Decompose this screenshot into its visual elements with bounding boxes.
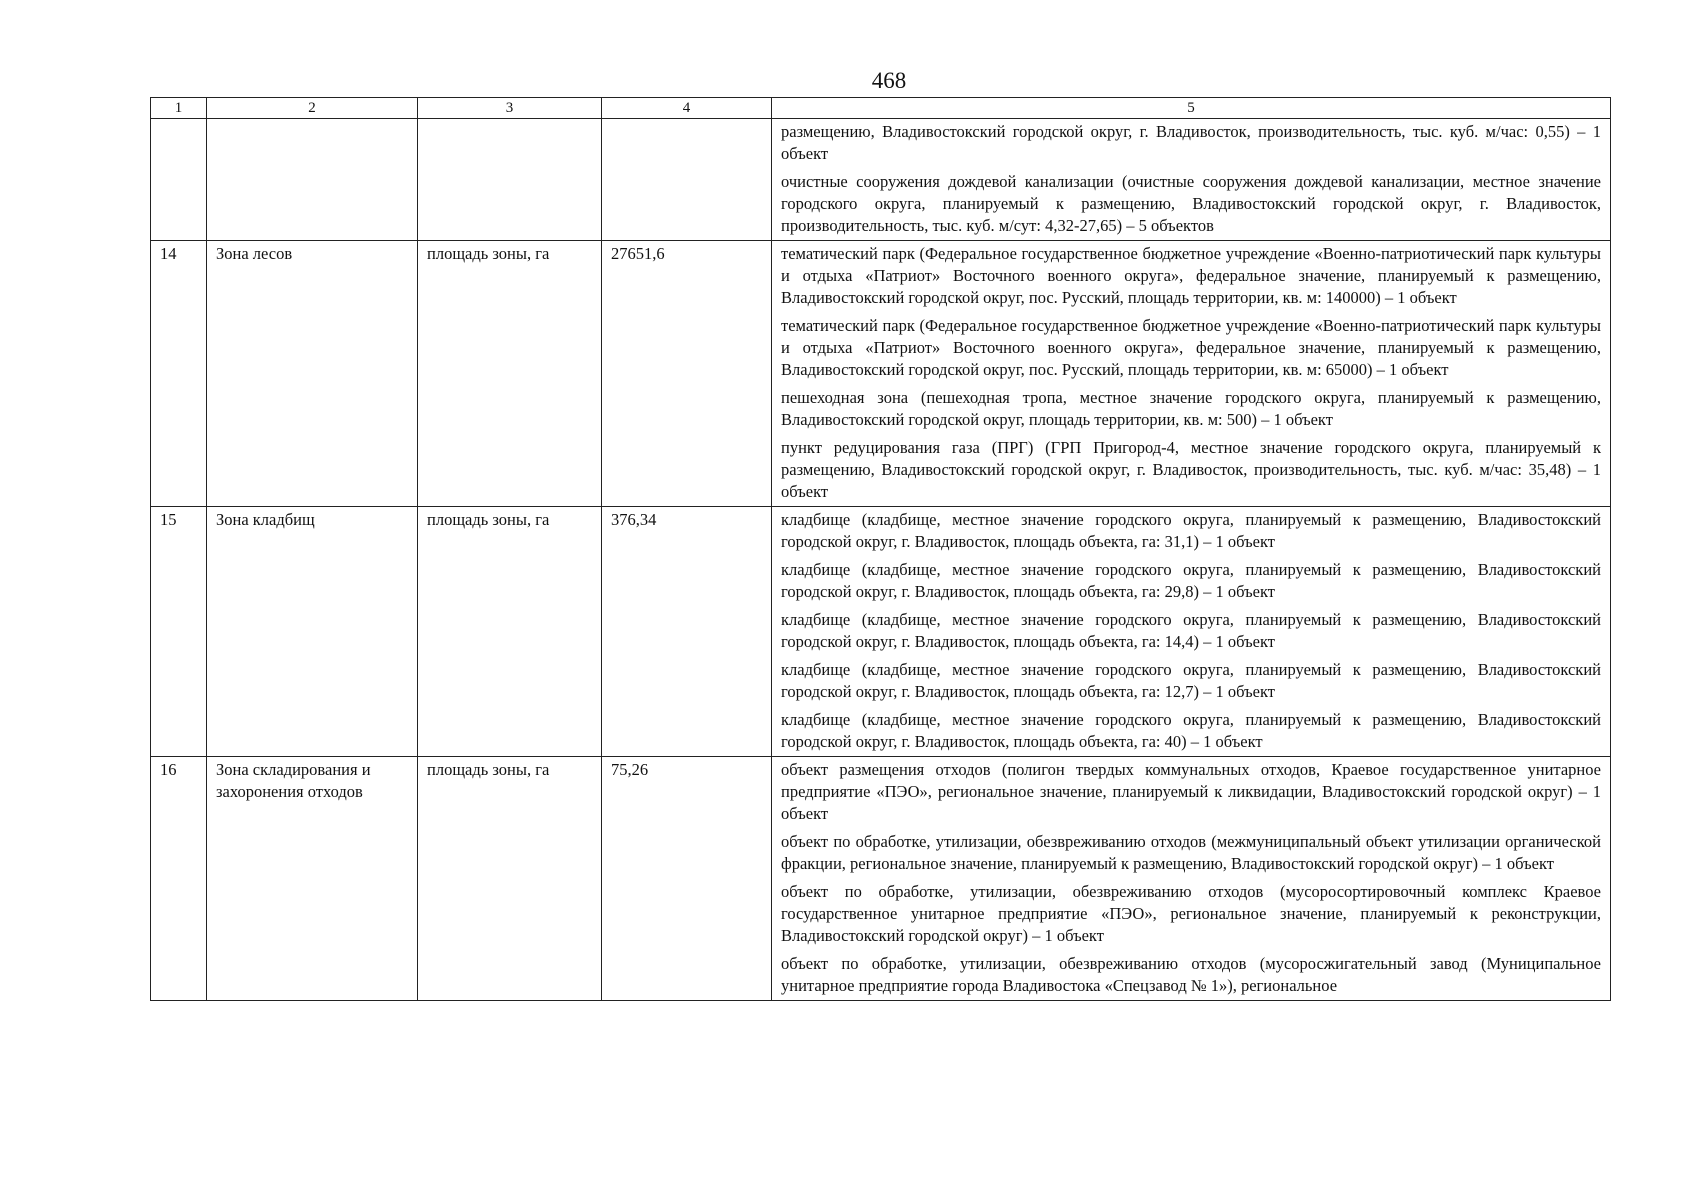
object-entry: кладбище (кладбище, местное значение городского округа, планируемый к размещению, Владивостокский городской округ, г. Владивосток, площадь объекта, га: 31,1) – 1 объект [781,510,1601,551]
object-entry: кладбище (кладбище, местное значение городского округа, планируемый к размещению, Владивостокский городской округ, г. Владивосток, площадь объекта, га: 40) – 1 объект [781,710,1601,751]
object-entry: тематический парк (Федеральное государственное бюджетное учреждение «Военно-патриотический парк культуры и отдыха «Патриот» Восточного военного округа», федеральное значение, планируемый к размещению, Владивостокский городской округ, пос. Русский, площадь территории, кв. м: 140000) – 1 объект [781,244,1601,307]
parameter-cell: площадь зоны, га [418,757,602,1001]
zone-name-cell: Зона складирования и захоронения отходов [207,757,418,1001]
column-header: 4 [602,98,772,119]
parameter-cell: площадь зоны, га [418,241,602,507]
header-row [151,98,1611,119]
object-entry: кладбище (кладбище, местное значение городского округа, планируемый к размещению, Владивостокский городской округ, г. Владивосток, площадь объекта, га: 14,4) – 1 объект [781,610,1601,651]
zone-name-cell [207,119,418,241]
objects-cell [772,241,1611,507]
zone-name-cell: Зона лесов [207,241,418,507]
table-row [151,119,1611,241]
objects-cell [772,507,1611,757]
table-row [151,241,1611,507]
object-entry: объект по обработке, утилизации, обезвреживанию отходов (межмуниципальный объект утилизации органической фракции, региональное значение, планируемый к размещению, Владивостокский городской округ) – 1 объект [781,832,1601,873]
zones-table [150,97,1611,1001]
object-entry: очистные сооружения дождевой канализации (очистные сооружения дождевой канализации, местное значение городского округа, планируемый к размещению, Владивостокский городской округ, г. Владивосток, производительность, тыс. куб. м/сут: 4,32-27,65) – 5 объектов [781,172,1601,235]
value-cell: 27651,6 [602,241,772,507]
zones-table-container [150,97,1610,1001]
object-entry: объект по обработке, утилизации, обезвреживанию отходов (мусоросортировочный комплекс Краевое государственное унитарное предприятие «ПЭО», региональное значение, планируемый к реконструкции, Владивостокский городской округ) – 1 объект [781,882,1601,945]
object-entry: пешеходная зона (пешеходная тропа, местное значение городского округа, планируемый к размещению, Владивостокский городской округ, площадь территории, кв. м: 500) – 1 объект [781,388,1601,429]
objects-cell [772,757,1611,1001]
row-number-cell: 14 [151,241,207,507]
parameter-cell [418,119,602,241]
column-header: 2 [207,98,418,119]
column-header: 1 [151,98,207,119]
row-number-cell [151,119,207,241]
object-entry: объект размещения отходов (полигон твердых коммунальных отходов, Краевое государственное унитарное предприятие «ПЭО», региональное значение, планируемый к ликвидации, Владивостокский городской округ) – 1 объект [781,760,1601,823]
value-cell: 75,26 [602,757,772,1001]
objects-cell [772,119,1611,241]
object-entry: кладбище (кладбище, местное значение городского округа, планируемый к размещению, Владивостокский городской округ, г. Владивосток, площадь объекта, га: 12,7) – 1 объект [781,660,1601,701]
object-entry: размещению, Владивостокский городской округ, г. Владивосток, производительность, тыс. куб. м/час: 0,55) – 1 объект [781,122,1601,163]
page-number: 468 [871,68,907,93]
value-cell [602,119,772,241]
object-entry: кладбище (кладбище, местное значение городского округа, планируемый к размещению, Владивостокский городской округ, г. Владивосток, площадь объекта, га: 29,8) – 1 объект [781,560,1601,601]
value-cell: 376,34 [602,507,772,757]
table-row [151,757,1611,1001]
object-entry: тематический парк (Федеральное государственное бюджетное учреждение «Военно-патриотический парк культуры и отдыха «Патриот» Восточного военного округа», федеральное значение, планируемый к размещению, Владивостокский городской округ, пос. Русский, площадь территории, кв. м: 65000) – 1 объект [781,316,1601,379]
row-number-cell: 15 [151,507,207,757]
column-header: 5 [772,98,1611,119]
parameter-cell: площадь зоны, га [418,507,602,757]
row-number-cell: 16 [151,757,207,1001]
zone-name-cell: Зона кладбищ [207,507,418,757]
object-entry: объект по обработке, утилизации, обезвреживанию отходов (мусоросжигательный завод (Муниципальное унитарное предприятие города Владивостока «Спецзавод № 1»), региональное [781,954,1601,995]
table-row [151,507,1611,757]
column-header: 3 [418,98,602,119]
object-entry: пункт редуцирования газа (ПРГ) (ГРП Пригород-4, местное значение городского округа, планируемый к размещению, Владивостокский городской округ, г. Владивосток, производительность, тыс. куб. м/час: 35,48) – 1 объект [781,438,1601,501]
